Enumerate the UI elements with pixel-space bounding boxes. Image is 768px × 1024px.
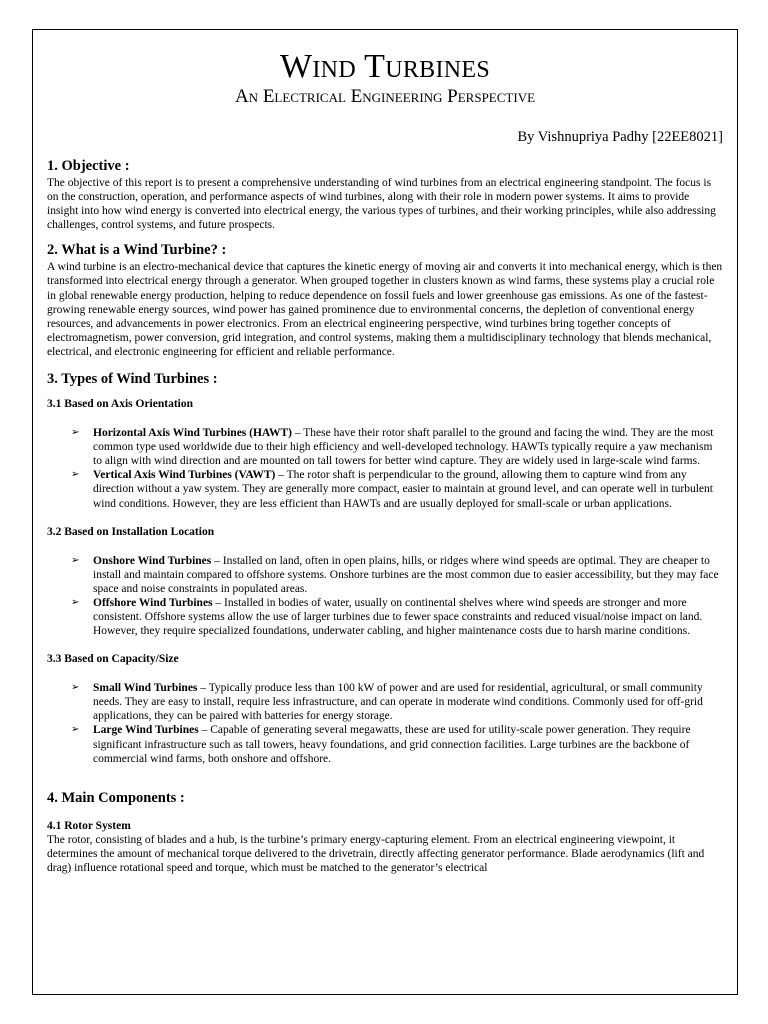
arrow-bullet-icon: ➢ [71, 596, 80, 608]
installation-list [47, 554, 723, 639]
subsection-heading-capacity: 3.3 Based on Capacity/Size [47, 653, 179, 666]
list-item [47, 723, 723, 765]
author-line: By Vishnupriya Padhy [22EE8021] [517, 129, 723, 145]
list-item-term: Large Wind Turbines [93, 724, 199, 737]
list-item-term: Onshore Wind Turbines [93, 554, 212, 567]
document-title: Wind Turbines [280, 48, 490, 85]
section-heading-types: 3. Types of Wind Turbines : [47, 371, 218, 388]
objective-paragraph: The objective of this report is to present a comprehensive understanding of wind turbines from an electrical engineering standpoint. The focus is on the construction, operation, and performance aspects of wind turbines, along with their role in modern power systems. It aims to provide insight into how wind energy is converted into electrical energy, the various types of turbines, and their working principles, while also addressing challenges, control systems, and future prospects. [47, 177, 716, 232]
what-is-paragraph: A wind turbine is an electro-mechanical device that captures the kinetic energy of moving air and converts it into mechanical energy, which is then transformed into electrical energy through a generator. When grouped together in clusters known as wind farms, these systems play a crucial role in global renewable energy production, helping to reduce dependence on fossil fuels and lower greenhouse gas emissions. As one of the fastest-growing renewable energy sources, wind power has gained prominence due to environmental concerns, the depletion of conventional energy resources, and advancements in power electronics. From an electrical engineering perspective, wind turbines bring together concepts of electromagnetism, power conversion, grid integration, and control systems, making them a multidisciplinary technology that blends mechanical, electrical, and electronic engineering for efficient and reliable performance. [47, 261, 723, 358]
arrow-bullet-icon: ➢ [71, 682, 80, 694]
list-item-text: – The rotor shaft is perpendicular to the ground, allowing them to capture wind from any direction without a yaw system. They are generally more compact, easier to maintain at ground level, and can operate well in turbulent wind conditions. However, they are less efficient than HAWTs and are usually deployed for small-scale or urban applications. [93, 469, 713, 510]
subsection-heading-axis: 3.1 Based on Axis Orientation [47, 398, 194, 411]
section-heading-components: 4. Main Components : [47, 789, 185, 806]
list-item [47, 468, 723, 510]
list-item-term: Vertical Axis Wind Turbines (VAWT) [93, 469, 276, 482]
list-item-text: – Typically produce less than 100 kW of power and are used for residential, agricultural, or small community needs. They are easy to install, require less infrastructure, and can operate in moderate wind conditions. Commonly used for off-grid applications, they can be paired with batteries for energy storage. [93, 682, 703, 723]
list-item-term: Horizontal Axis Wind Turbines (HAWT) [93, 427, 292, 440]
subsection-heading-rotor: 4.1 Rotor System [47, 819, 131, 832]
arrow-bullet-icon: ➢ [71, 469, 80, 481]
section-heading-objective: 1. Objective : [47, 158, 130, 174]
list-item-term: Small Wind Turbines [93, 682, 198, 695]
page-border [32, 29, 738, 995]
list-item-text: – Capable of generating several megawatts, these are used for utility-scale power generation. They require significant infrastructure such as tall towers, heavy foundations, and grid connection facilities. Large turbines are the backbone of commercial wind farms, both onshore and offshore. [93, 724, 691, 765]
section-heading-what-is: 2. What is a Wind Turbine? : [47, 242, 227, 259]
list-item-term: Offshore Wind Turbines [93, 596, 213, 609]
subsection-heading-installation: 3.2 Based on Installation Location [47, 525, 215, 538]
list-item [47, 426, 723, 468]
capacity-list [47, 681, 723, 766]
arrow-bullet-icon: ➢ [71, 554, 80, 566]
document-body [47, 48, 723, 875]
document-subtitle: An Electrical Engineering Perspective [234, 86, 536, 107]
list-item-text: – Installed in bodies of water, usually on continental shelves where wind speeds are stronger and more consistent. Offshore systems allow the use of larger turbines due to fewer space constraints and reduced visual/noise impact on land. However, they require specialized foundations, underwater cabling, and higher maintenance costs due to harsh marine conditions. [93, 596, 703, 638]
axis-list [47, 426, 723, 511]
list-item [47, 681, 723, 723]
arrow-bullet-icon: ➢ [71, 724, 80, 736]
rotor-paragraph: The rotor, consisting of blades and a hub, is the turbine’s primary energy-capturing element. From an electrical engineering viewpoint, it determines the amount of mechanical torque delivered to the drivetrain, directly affecting generator performance. Blade aerodynamics (lift and drag) influence rotational speed and torque, which must be matched to the generator’s electrical [47, 833, 705, 874]
list-item-text: – These have their rotor shaft parallel to the ground and facing the wind. They are the most common type used worldwide due to their high efficiency and well-developed technology. HAWTs typically require a yaw mechanism to align with wind direction and are mounted on tall towers for better wind capture. They are widely used in large-scale wind farms. [93, 427, 714, 468]
list-item-text: – Installed on land, often in open plains, hills, or ridges where wind speeds are optimal. They are cheaper to install and maintain compared to offshore systems. Onshore turbines are the most common due to easier accessibility, but they may face space and noise constraints in populated areas. [93, 554, 719, 595]
list-item [47, 554, 723, 596]
arrow-bullet-icon: ➢ [71, 427, 80, 439]
list-item [47, 596, 723, 638]
